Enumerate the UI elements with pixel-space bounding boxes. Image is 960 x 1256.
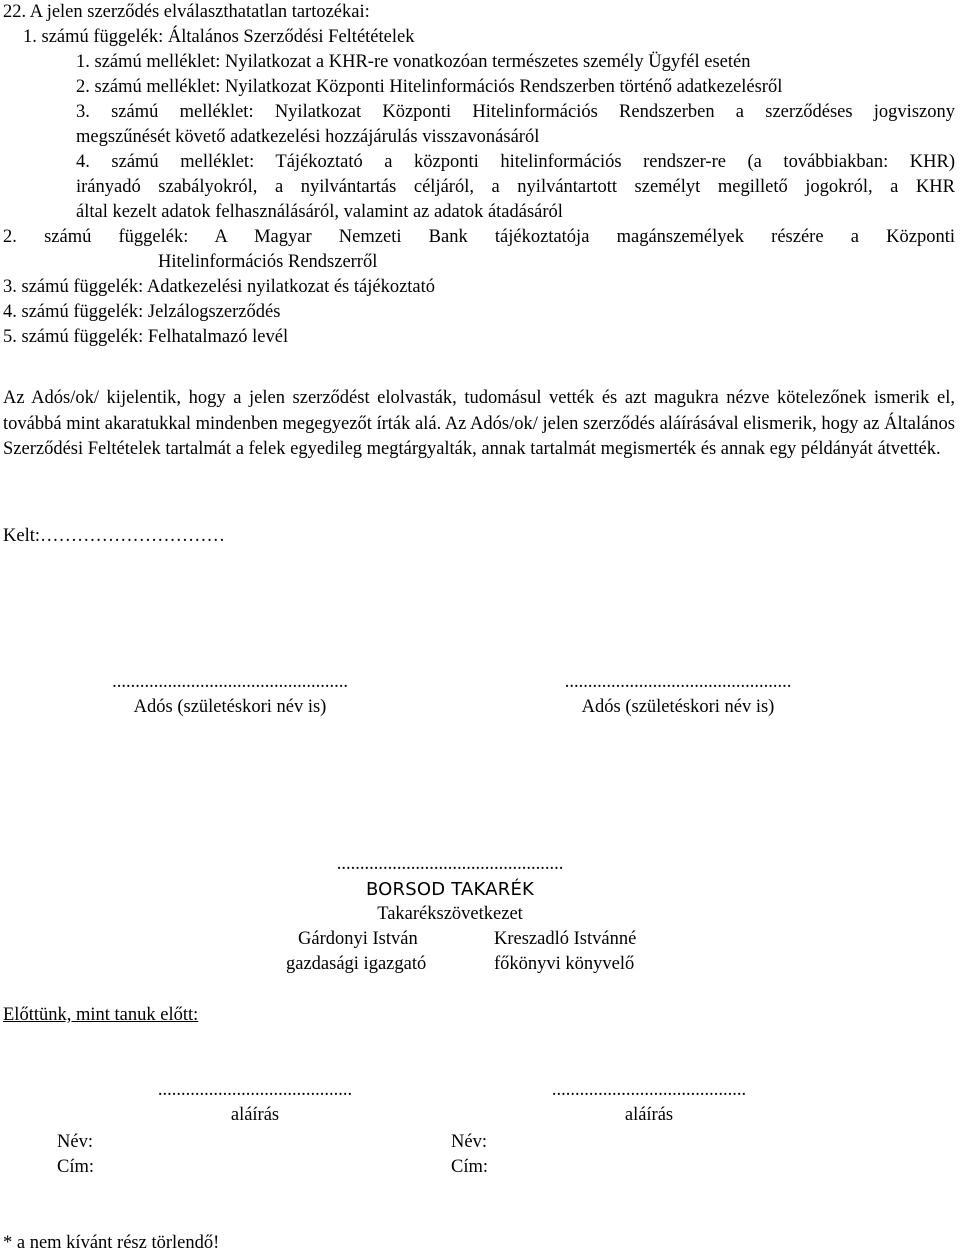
appendix-item: 3. számú függelék: Adatkezelési nyilatkozat és tájékoztató xyxy=(3,277,436,297)
bank-signature-block xyxy=(270,852,630,927)
bank-name: BORSOD TAKARÉK xyxy=(365,879,535,900)
signature-label: aláírás xyxy=(624,1105,674,1125)
signature-line: ................................................. xyxy=(336,854,564,874)
appendix-item: 2. számú melléklet: Nyilatkozat Központi Hitelinformációs Rendszerben történő adatkezelésről xyxy=(76,77,783,97)
witnesses-heading: Előttünk, mint tanuk előtt: xyxy=(3,1005,199,1025)
appendix-item: Hitelinformációs Rendszerről xyxy=(158,252,378,272)
witness-signature-right xyxy=(494,1078,804,1128)
kelt-date-line: Kelt:………………………… xyxy=(3,526,225,546)
signature-label: Adós (születéskori név is) xyxy=(581,697,775,717)
bank-signer-name: Kreszadló Istvánné xyxy=(494,929,637,949)
signature-line: .......................................... xyxy=(551,1080,747,1100)
appendix-item: megszűnését követő adatkezelési hozzájárulás visszavonásáról xyxy=(76,127,540,147)
witness-address-label: Cím: xyxy=(57,1157,95,1177)
signature-label: Adós (születéskori név is) xyxy=(133,697,327,717)
appendix-item: 4. számú melléklet: Tájékoztató a központi hitelinformációs rendszer-re (a továbbiakban: KHR) xyxy=(76,152,955,172)
appendix-item: 4. számú függelék: Jelzálogszerződés xyxy=(3,302,281,322)
witness-name-label: Név: xyxy=(451,1132,487,1152)
witness-signature-left xyxy=(100,1078,410,1128)
debtor-statement: Az Adós/ok/ kijelentik, hogy a jelen szerződést elolvasták, tudomásul vették és azt magukra nézve kötelezőnek ismerik el, továbbá mint akaratukkal mindenben megegyezőt írták alá. Az Adós/ok/ jelen szerződés aláírásával elismerik, hogy az Általános Szerződési Feltételek tartalmát a felek egyedileg megtárgyalták, annak tartalmát megismerték és annak egy példányát átvették. xyxy=(3,388,955,459)
witness-name-label: Név: xyxy=(57,1132,93,1152)
bank-signer-title: gazdasági igazgató xyxy=(286,954,427,974)
signature-line: .......................................... xyxy=(157,1080,353,1100)
bank-signer-name: Gárdonyi István xyxy=(298,929,418,949)
bank-signer-title: főkönyvi könyvelő xyxy=(494,954,635,974)
appendix-item: 3. számú melléklet: Nyilatkozat Központi Hitelinformációs Rendszerben a szerződéses jogviszony xyxy=(76,102,955,122)
appendix-item: 2. számú függelék: A Magyar Nemzeti Bank tájékoztatója magánszemélyek részére a Központi xyxy=(3,227,955,247)
appendix-item: irányadó szabályokról, a nyilvántartás céljáról, a nyilvántartott személyt megillető jogokról, a KHR xyxy=(76,177,955,197)
appendix-item: által kezelt adatok felhasználásáról, valamint az adatok átadásáról xyxy=(76,202,563,222)
footnote: * a nem kívánt rész törlendő! xyxy=(3,1233,220,1253)
signature-label: aláírás xyxy=(230,1105,280,1125)
appendix-item: 1. számú függelék: Általános Szerződési Feltétételek xyxy=(23,27,415,47)
bank-type: Takarékszövetkezet xyxy=(377,904,523,924)
witness-address-label: Cím: xyxy=(451,1157,489,1177)
debtor-signature-right xyxy=(508,670,848,720)
signature-line: ................................................... xyxy=(112,672,348,692)
appendix-list xyxy=(3,0,955,350)
debtor-signature-left xyxy=(60,670,400,720)
signature-line: ................................................. xyxy=(564,672,792,692)
appendix-heading: 22. A jelen szerződés elválaszthatatlan tartozékai: xyxy=(3,2,370,22)
appendix-item: 1. számú melléklet: Nyilatkozat a KHR-re vonatkozóan természetes személy Ügyfél esetén xyxy=(76,52,751,72)
appendix-item: 5. számú függelék: Felhatalmazó levél xyxy=(3,327,289,347)
